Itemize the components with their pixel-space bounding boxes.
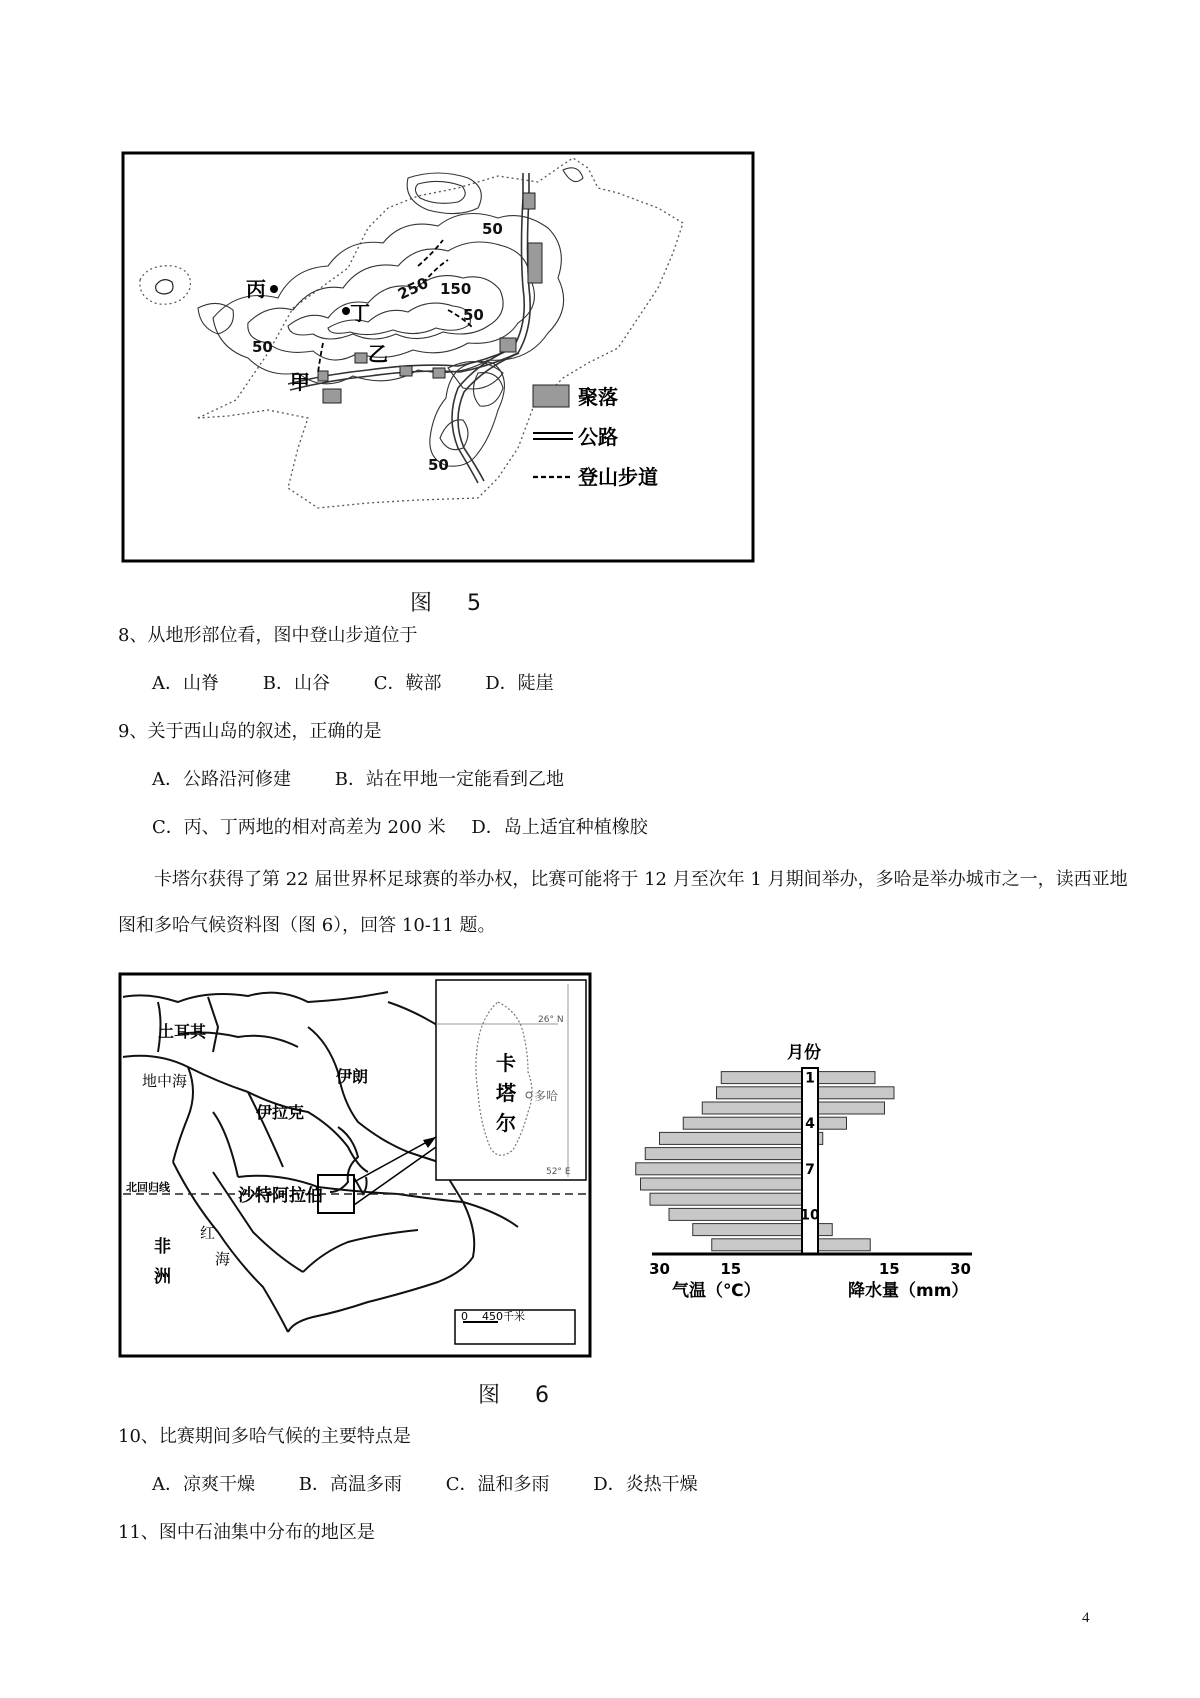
q10-option-b: B．高温多雨 bbox=[298, 1474, 402, 1495]
figure5-caption: 图 5 bbox=[410, 591, 495, 616]
contour-label: 50 bbox=[463, 306, 484, 324]
scale-bar-label: 0 450千米 bbox=[461, 1310, 525, 1323]
month-tick-label: 10 bbox=[800, 1207, 820, 1224]
label-red-sea-1: 红 bbox=[200, 1224, 216, 1242]
q8-option-b: B．山谷 bbox=[262, 673, 330, 694]
q9-option-d: D．岛上适宜种植橡胶 bbox=[471, 817, 648, 838]
temperature-bar bbox=[636, 1163, 802, 1175]
q10-option-a: A．凉爽干燥 bbox=[152, 1474, 255, 1495]
doha-climate-chart bbox=[649, 1038, 992, 1308]
inset-qatar-2: 塔 bbox=[496, 1081, 516, 1105]
legend-settlement-label: 聚落 bbox=[578, 385, 618, 409]
chart-title: 月份 bbox=[787, 1043, 821, 1063]
chart-x-ticks bbox=[649, 1260, 971, 1278]
x-tick-label: 30 bbox=[649, 1260, 670, 1278]
q9-option-b: B．站在甲地一定能看到乙地 bbox=[334, 769, 564, 790]
figure6-caption: 图 6 bbox=[478, 1383, 563, 1408]
precipitation-bar bbox=[818, 1117, 847, 1129]
label-iraq: 伊拉克 bbox=[256, 1103, 305, 1122]
label-red-sea-2: 海 bbox=[215, 1250, 231, 1268]
label-turkey: 土耳其 bbox=[158, 1022, 207, 1041]
contour-label: 250 bbox=[395, 273, 432, 304]
q8-option-d: D．陡崖 bbox=[485, 673, 554, 694]
label-saudi: 沙特阿拉伯 bbox=[238, 1186, 323, 1206]
place-bing-dot bbox=[270, 285, 278, 293]
contour-label: 50 bbox=[428, 456, 449, 474]
temperature-bar bbox=[712, 1239, 802, 1251]
contour-label: 50 bbox=[482, 220, 503, 238]
figure6-map bbox=[118, 972, 592, 1358]
temperature-bar bbox=[650, 1193, 802, 1205]
temperature-bar bbox=[721, 1072, 802, 1084]
precipitation-bar bbox=[818, 1224, 832, 1236]
chart-xlabel-right: 降水量（mm） bbox=[848, 1281, 969, 1301]
precipitation-bar bbox=[818, 1102, 885, 1114]
q10-option-c: C．温和多雨 bbox=[445, 1474, 550, 1495]
q8-option-a: A．山脊 bbox=[152, 673, 219, 694]
temperature-bar bbox=[717, 1087, 803, 1099]
inset-qatar-1: 卡 bbox=[496, 1051, 516, 1075]
temperature-bar bbox=[702, 1102, 802, 1114]
inset-qatar-3: 尔 bbox=[496, 1111, 516, 1135]
x-tick-label: 30 bbox=[950, 1260, 971, 1278]
temperature-bar bbox=[683, 1117, 802, 1129]
x-tick-label: 15 bbox=[878, 1260, 900, 1278]
label-tropic: 北回归线 bbox=[126, 1181, 170, 1194]
intro-paragraph: 卡塔尔获得了第 22 届世界杯足球赛的举办权，比赛可能将于 12 月至次年 1 月期间举办，多哈是举办城市之一，读西亚地图和多哈气候资料图（图 6），回答 10-11 题。 bbox=[118, 869, 1128, 936]
label-africa-2: 洲 bbox=[154, 1267, 171, 1287]
label-mediterranean: 地中海 bbox=[142, 1072, 188, 1090]
question-8-stem: 8、从地形部位看，图中登山步道位于 bbox=[118, 625, 418, 646]
place-bing-label: 丙 bbox=[246, 277, 266, 301]
temperature-bar bbox=[641, 1178, 803, 1190]
place-ding-dot bbox=[342, 307, 350, 315]
question-9-options-line2 bbox=[152, 814, 686, 842]
figure5-map bbox=[118, 148, 758, 566]
question-9-stem: 9、关于西山岛的叙述，正确的是 bbox=[118, 721, 382, 742]
label-africa-1: 非 bbox=[154, 1237, 171, 1257]
question-9-options-line1 bbox=[152, 766, 602, 794]
q9-option-c: C．丙、丁两地的相对高差为 200 米 bbox=[152, 817, 446, 838]
contour-label: 150 bbox=[440, 280, 472, 298]
precipitation-bar bbox=[818, 1239, 870, 1251]
question-11-stem: 11、图中石油集中分布的地区是 bbox=[118, 1522, 375, 1543]
q10-option-d: D．炎热干燥 bbox=[593, 1474, 698, 1495]
place-yi-label: 乙 bbox=[368, 342, 388, 366]
chart-bars bbox=[636, 1072, 894, 1251]
legend-settlement-icon bbox=[533, 385, 569, 407]
inset-doha-label: 多哈 bbox=[534, 1089, 559, 1103]
temperature-bar bbox=[660, 1132, 803, 1144]
temperature-bar bbox=[693, 1224, 802, 1236]
q9-option-a: A．公路沿河修建 bbox=[152, 769, 291, 790]
contour-label: 50 bbox=[252, 338, 273, 356]
place-jia-label: 甲 bbox=[290, 370, 310, 394]
month-tick-label: 1 bbox=[805, 1070, 815, 1087]
inset-lon-label: 52° E bbox=[546, 1167, 571, 1177]
question-10-options bbox=[152, 1471, 736, 1499]
temperature-bar bbox=[645, 1148, 802, 1160]
precipitation-bar bbox=[818, 1087, 894, 1099]
page-number: 4 bbox=[1082, 1610, 1090, 1626]
legend-road-label: 公路 bbox=[578, 425, 618, 449]
legend-trail-label: 登山步道 bbox=[578, 465, 658, 489]
qatar-inset bbox=[436, 980, 586, 1180]
x-tick-label: 15 bbox=[720, 1260, 742, 1278]
chart-xlabel-left: 气温（℃） bbox=[672, 1281, 761, 1301]
question-10-stem: 10、比赛期间多哈气候的主要特点是 bbox=[118, 1426, 411, 1447]
precipitation-bar bbox=[818, 1072, 875, 1084]
inset-lat-label: 26° N bbox=[538, 1015, 564, 1025]
label-iran: 伊朗 bbox=[336, 1067, 369, 1086]
month-tick-label: 7 bbox=[805, 1161, 815, 1178]
q8-option-c: C．鞍部 bbox=[373, 673, 442, 694]
place-ding-label: 丁 bbox=[350, 301, 370, 325]
month-tick-label: 4 bbox=[805, 1116, 815, 1133]
temperature-bar bbox=[669, 1208, 802, 1220]
question-8-options bbox=[152, 670, 592, 698]
